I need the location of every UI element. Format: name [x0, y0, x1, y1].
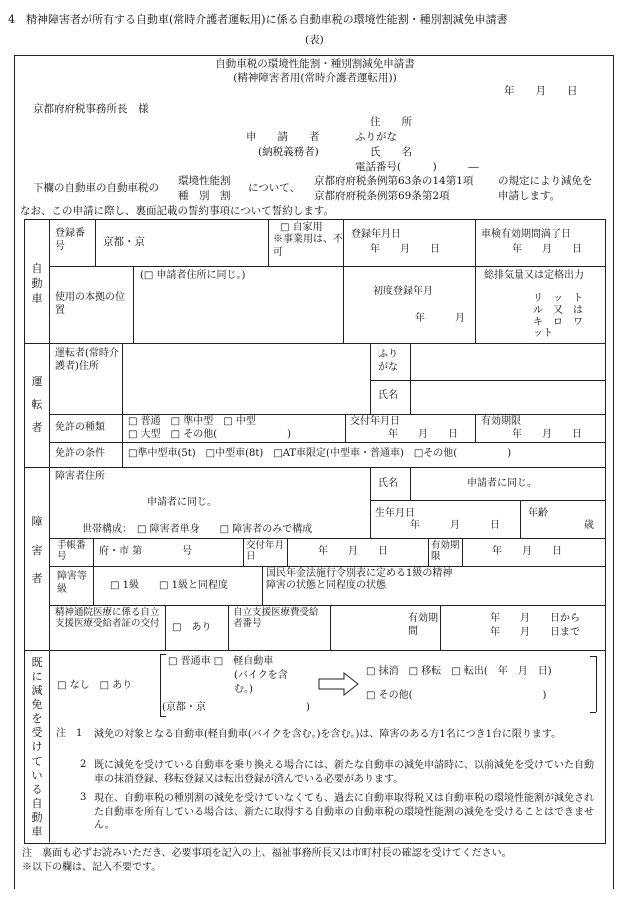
cert-label: 精神通院医療に係る自立支援医療受給者証の交付	[55, 607, 160, 630]
displacement-label: 総排気量又は定格出力	[484, 270, 584, 281]
line-sec3	[25, 650, 605, 651]
disabled-address-label: 障害者住所	[55, 471, 105, 482]
exist-bracket-rt	[590, 656, 596, 657]
tec-v6	[262, 566, 263, 605]
dis-h1	[370, 500, 605, 501]
grade-options[interactable]: □ 1級 □ 1級と同程度	[110, 580, 228, 591]
date-field[interactable]: 年 月 日	[504, 85, 578, 97]
drv-v2	[370, 344, 371, 414]
driver-furigana-label: ふりがな	[378, 349, 398, 373]
license-condition-label: 免許の条件	[55, 448, 105, 459]
arrow-right-icon	[318, 672, 360, 696]
business-note: ※事業用は、不可	[273, 234, 343, 258]
disabled-issue-value[interactable]: 年 月 日	[318, 546, 388, 557]
techo-value[interactable]: 府・市 第 号	[99, 546, 193, 557]
cert-yes-checkbox[interactable]: □ あり	[172, 622, 212, 633]
tec-v4	[428, 538, 429, 566]
drv-h1	[370, 380, 605, 381]
existing-car-type[interactable]: □ 普通車 □ 軽自動車	[168, 656, 274, 667]
cert-v4	[440, 605, 441, 650]
disabled-valid-label: 有効期限	[431, 540, 460, 563]
dis-h3	[50, 566, 605, 567]
body-text-2: なお、この申請に際し、裏面記載の誓約事項について誓約します。	[20, 205, 334, 217]
age-label: 年齢	[528, 508, 548, 519]
section-col-line	[49, 220, 50, 842]
driver-name-label: 氏名	[378, 390, 398, 401]
license-condition-options[interactable]: □準中型車(5t) □中型車(8t) □AT車限定(中型車・普通車) □その他( )	[128, 448, 512, 459]
dis-v1	[370, 468, 371, 538]
pension-note: 国民年金法施行令別表に定める1級の精神障害の状態と同程度の状態	[266, 568, 453, 592]
note-1-mark: 注 1	[56, 728, 83, 739]
base-location-label: 使用の本拠の位置	[55, 292, 125, 316]
heading-number: 4	[8, 13, 15, 26]
veh-v4	[475, 220, 476, 343]
inspection-value[interactable]: 年 月 日	[512, 244, 582, 255]
drv-v3	[410, 344, 411, 414]
existing-car-bike-1: (バイクを含	[234, 670, 288, 681]
dis-h2	[50, 538, 605, 539]
dis-v2	[410, 468, 411, 500]
tec-v1	[93, 538, 94, 605]
section-vehicle: 自 動 車	[31, 262, 43, 305]
disabled-issue-label: 交付年月日	[246, 540, 285, 563]
note-2-mark: 2	[80, 759, 87, 770]
dis-v3	[520, 500, 521, 538]
phone-field[interactable]: 電話番号( ) ―	[355, 161, 479, 173]
taxpayer-label: (納税義務者)	[258, 146, 319, 158]
body-text-1: 下欄の自動車の自動車税の	[33, 182, 159, 194]
ordinance-2: 京都府府税条例第69条第2項	[314, 190, 450, 202]
section-disabled: 障 害 者	[31, 515, 43, 586]
veh-v5	[133, 266, 134, 343]
private-checkbox[interactable]: □ 自家用	[280, 222, 323, 233]
disabled-address-same[interactable]: 申請者に同じ。	[147, 497, 217, 508]
existing-options[interactable]: □ なし □ あり	[57, 680, 133, 691]
form-heading	[8, 13, 508, 27]
license-issue-label: 交付年月日	[350, 416, 400, 427]
applicant-label: 申 請 者	[246, 131, 320, 143]
first-reg-label: 初度登録年月	[373, 286, 433, 297]
section-driver: 運 転 者	[31, 375, 43, 435]
reg-date-label: 登録年月日	[351, 229, 401, 240]
exist-bracket-b	[160, 716, 166, 717]
first-reg-value[interactable]: 年 月	[415, 313, 465, 324]
veh-v3	[343, 220, 344, 343]
veh-v1	[95, 220, 96, 266]
license-type-options-1[interactable]: □ 普通 □ 準中型 □ 中型	[128, 416, 256, 427]
tax-type-1: 環境性能割	[178, 175, 231, 187]
reg-no-value[interactable]: 京都・京	[103, 236, 145, 248]
body-end-2: 申請します。	[498, 190, 561, 202]
furigana-field[interactable]: ふりがな	[355, 131, 397, 143]
disabled-name-label: 氏名	[378, 478, 398, 489]
ordinance-1: 京都府府税条例第63条の14第1項	[314, 175, 474, 187]
age-unit[interactable]: 歳	[584, 520, 594, 531]
note-3-text: 現在、自動車税の種別割の減免を受けていなくても、過去に自動車取得税又は自動車税の環境性能割が減免された自動車を所有している場合は、新たに取得する自動車の自動車税の環境性能割の減免を受けることはできません。	[94, 793, 594, 831]
same-address-checkbox[interactable]: (□ 申請者住所に同じ。)	[140, 270, 246, 281]
cert-from[interactable]: 年 月 日から	[490, 613, 580, 624]
cert-v3	[330, 605, 331, 650]
license-type-label: 免許の種類	[55, 422, 105, 433]
form-subtitle: (精神障害者用(常時介護者運転用))	[233, 72, 397, 84]
drv-v1	[122, 344, 123, 467]
exist-bracket-left	[160, 654, 161, 716]
displacement-units: リ ッ ト ル 又 は キ ロ ワ ット	[533, 293, 583, 340]
drv-h3	[50, 442, 605, 443]
exist-bracket-right	[596, 656, 597, 712]
tec-v2	[243, 538, 244, 566]
footer-note: 注 裏面も必ずお読みいただき、必要事項を記入の上、福祉事務所長又は市町村長の確認を受けてください。	[22, 848, 512, 859]
license-valid-value[interactable]: 年 月 日	[512, 429, 582, 440]
cert-number-label: 自立支援医療費受給者番号	[233, 607, 319, 630]
existing-plate-close: )	[306, 702, 310, 713]
birth-value[interactable]: 年 月 日	[410, 520, 500, 531]
body-end-1: の規定により減免を	[498, 175, 593, 187]
license-type-options-2[interactable]: □ 大型 □ その他( )	[128, 429, 292, 440]
form-title: 自動車税の環境性能割・種別割減免申請書	[215, 58, 415, 70]
existing-action-options[interactable]: □ 抹消 □ 移転 □ 転出( 年 月 日)	[366, 666, 552, 677]
note-2-text: 既に減免を受けている自動車を乗り換える場合には、新たな自動車の減免申請時に、以前減免を受けていた自動車の抹消登録、移転登録又は転出登録が済んでいる必要があります。	[94, 760, 594, 785]
veh-v2	[268, 220, 269, 266]
cert-valid-label: 有効期間	[408, 613, 438, 637]
cert-v1	[165, 605, 166, 650]
address-field[interactable]: 住 所	[370, 116, 412, 128]
disabled-name-same[interactable]: 申請者に同じ。	[467, 478, 537, 489]
tec-v3	[287, 538, 288, 566]
drv-v4	[345, 414, 346, 442]
grade-label: 障害等級	[57, 571, 87, 595]
license-valid-label: 有効期限	[481, 416, 521, 427]
reg-date-value[interactable]: 年 月 日	[370, 244, 440, 255]
techo-label: 手帳番号	[57, 540, 86, 563]
cert-v2	[228, 605, 229, 650]
line-sec1	[25, 343, 605, 344]
line-sec2	[25, 467, 605, 468]
existing-car-bike-2: む。)	[234, 684, 253, 695]
drv-v5	[475, 414, 476, 442]
existing-plate[interactable]: (京都・京	[162, 702, 206, 713]
reg-no-label: 登録番号	[55, 228, 85, 252]
existing-other-option[interactable]: □ その他( )	[366, 690, 547, 701]
footer-star: ※以下の欄は、記入不要です。	[22, 862, 162, 873]
name-field[interactable]: 氏 名	[370, 146, 412, 158]
heading-title: 精神障害者が所有する自動車(常時介護者運転用)に係る自動車税の環境性能割・種別割減免申請書	[26, 13, 508, 26]
addressee: 京都府府税事務所長 様	[33, 103, 149, 115]
exist-bracket-rb	[590, 712, 596, 713]
dis-h4	[50, 605, 605, 606]
exist-bracket-t	[160, 654, 166, 655]
cert-to[interactable]: 年 月 日まで	[490, 627, 580, 638]
driver-address-label: 運転者(常時介護者)住所	[55, 348, 119, 372]
note-1-text: 減免の対象となる自動車(軽自動車(バイクを含む。)を含む。)は、障害のある方1名につき1台に限ります。	[94, 729, 562, 740]
tec-v5	[462, 538, 463, 566]
license-issue-value[interactable]: 年 月 日	[388, 429, 458, 440]
drv-h2	[50, 414, 605, 415]
section-existing: 既 に 減 免 を 受 け て い る 自 動 車	[31, 656, 43, 838]
note-3-mark: 3	[80, 792, 87, 803]
body-ni: について、	[248, 182, 301, 194]
tax-type-2: 種 別 割	[178, 190, 231, 202]
household-options[interactable]: 世帯構成： □ 障害者単身 □ 障害者のみで構成	[82, 524, 313, 535]
disabled-valid-value[interactable]: 年 月 日	[492, 546, 562, 557]
birth-label: 生年月日	[375, 508, 415, 519]
face-label: (表)	[305, 34, 324, 46]
inspection-label: 車検有効期間満了日	[481, 229, 571, 240]
